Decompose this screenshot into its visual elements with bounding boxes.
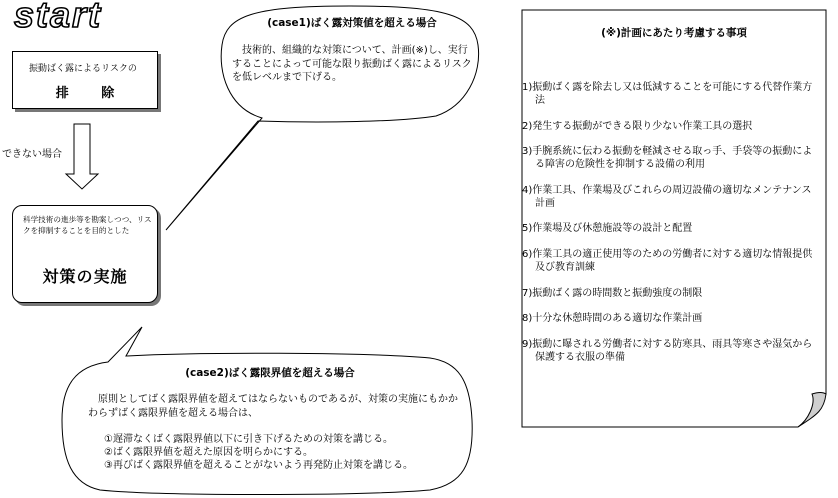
case1-body: 技術的、組織的な対策について、計画(※)し、実行することによって可能な限り振動ばく露によるリスクを低レベルまで下げる。 [232, 45, 472, 83]
note-item: 1)振動ばく露を除去し又は低減することを可能にする代替作業方法 [522, 82, 813, 106]
risk-elimination-subtitle: 振動ばく露によるリスクの [29, 64, 137, 74]
case2-action-item: ②ばく露限界値を超えた原因を明らかにする。 [104, 447, 313, 458]
case2-action-item: ①遅滞なくばく露限界値以下に引き下げるための対策を講じる。 [104, 434, 393, 445]
note-item: 4)作業工具、作業場及びこれらの周辺設備の適切なメンテナンス計画 [522, 184, 812, 209]
case1-callout [166, 6, 479, 230]
countermeasure-title: 対策の実施 [42, 267, 128, 286]
risk-elimination-title: 排 除 [55, 86, 129, 101]
note-title: (※)計画にあたり考慮する事項 [601, 27, 747, 39]
case2-body: 原則としてばく露限界値を超えてはならないものであるが、対策の実施にもかかわらずばく露限界値を超える場合は、 [88, 394, 458, 419]
note-item: 3)手腕系統に伝わる振動を軽減させる取っ手、手袋等の振動による障害の危険性を抑制する設備の利用 [522, 146, 813, 171]
countermeasure-subtitle: 科学技術の進歩等を勘案しつつ、リスクを抑制することを目的とした [23, 215, 152, 235]
note-item: 7)振動ばく露の時間数と振動強度の制限 [522, 287, 703, 299]
note-item: 2)発生する振動ができる限り少ない作業工具の選択 [522, 120, 753, 132]
planning-considerations-note [522, 9, 826, 427]
case1-title: (case1)ばく露対策値を超える場合 [267, 17, 437, 29]
down-arrow-icon [66, 124, 98, 189]
case2-action-list [104, 433, 413, 472]
case2-action-item: ③再びばく露限界値を超えることがないよう再発防止対策を講じる。 [104, 460, 413, 471]
case2-title: (case2)ばく露限界値を超える場合 [185, 367, 355, 379]
cannot-eliminate-label: できない場合 [2, 149, 62, 160]
note-item: 6)作業工具の適正使用等のための労働者に対する適切な情報提供及び教育訓練 [522, 248, 813, 273]
note-item: 8)十分な休憩時間のある適切な作業計画 [522, 313, 703, 325]
start-label: start [14, 0, 103, 35]
note-item-list [522, 81, 818, 376]
note-item: 9)振動に曝される労働者に対する防寒具、雨具等寒さや湿気から保護する衣服の準備 [522, 338, 813, 363]
note-item: 5)作業場及び休憩施設等の設計と配置 [522, 223, 693, 235]
